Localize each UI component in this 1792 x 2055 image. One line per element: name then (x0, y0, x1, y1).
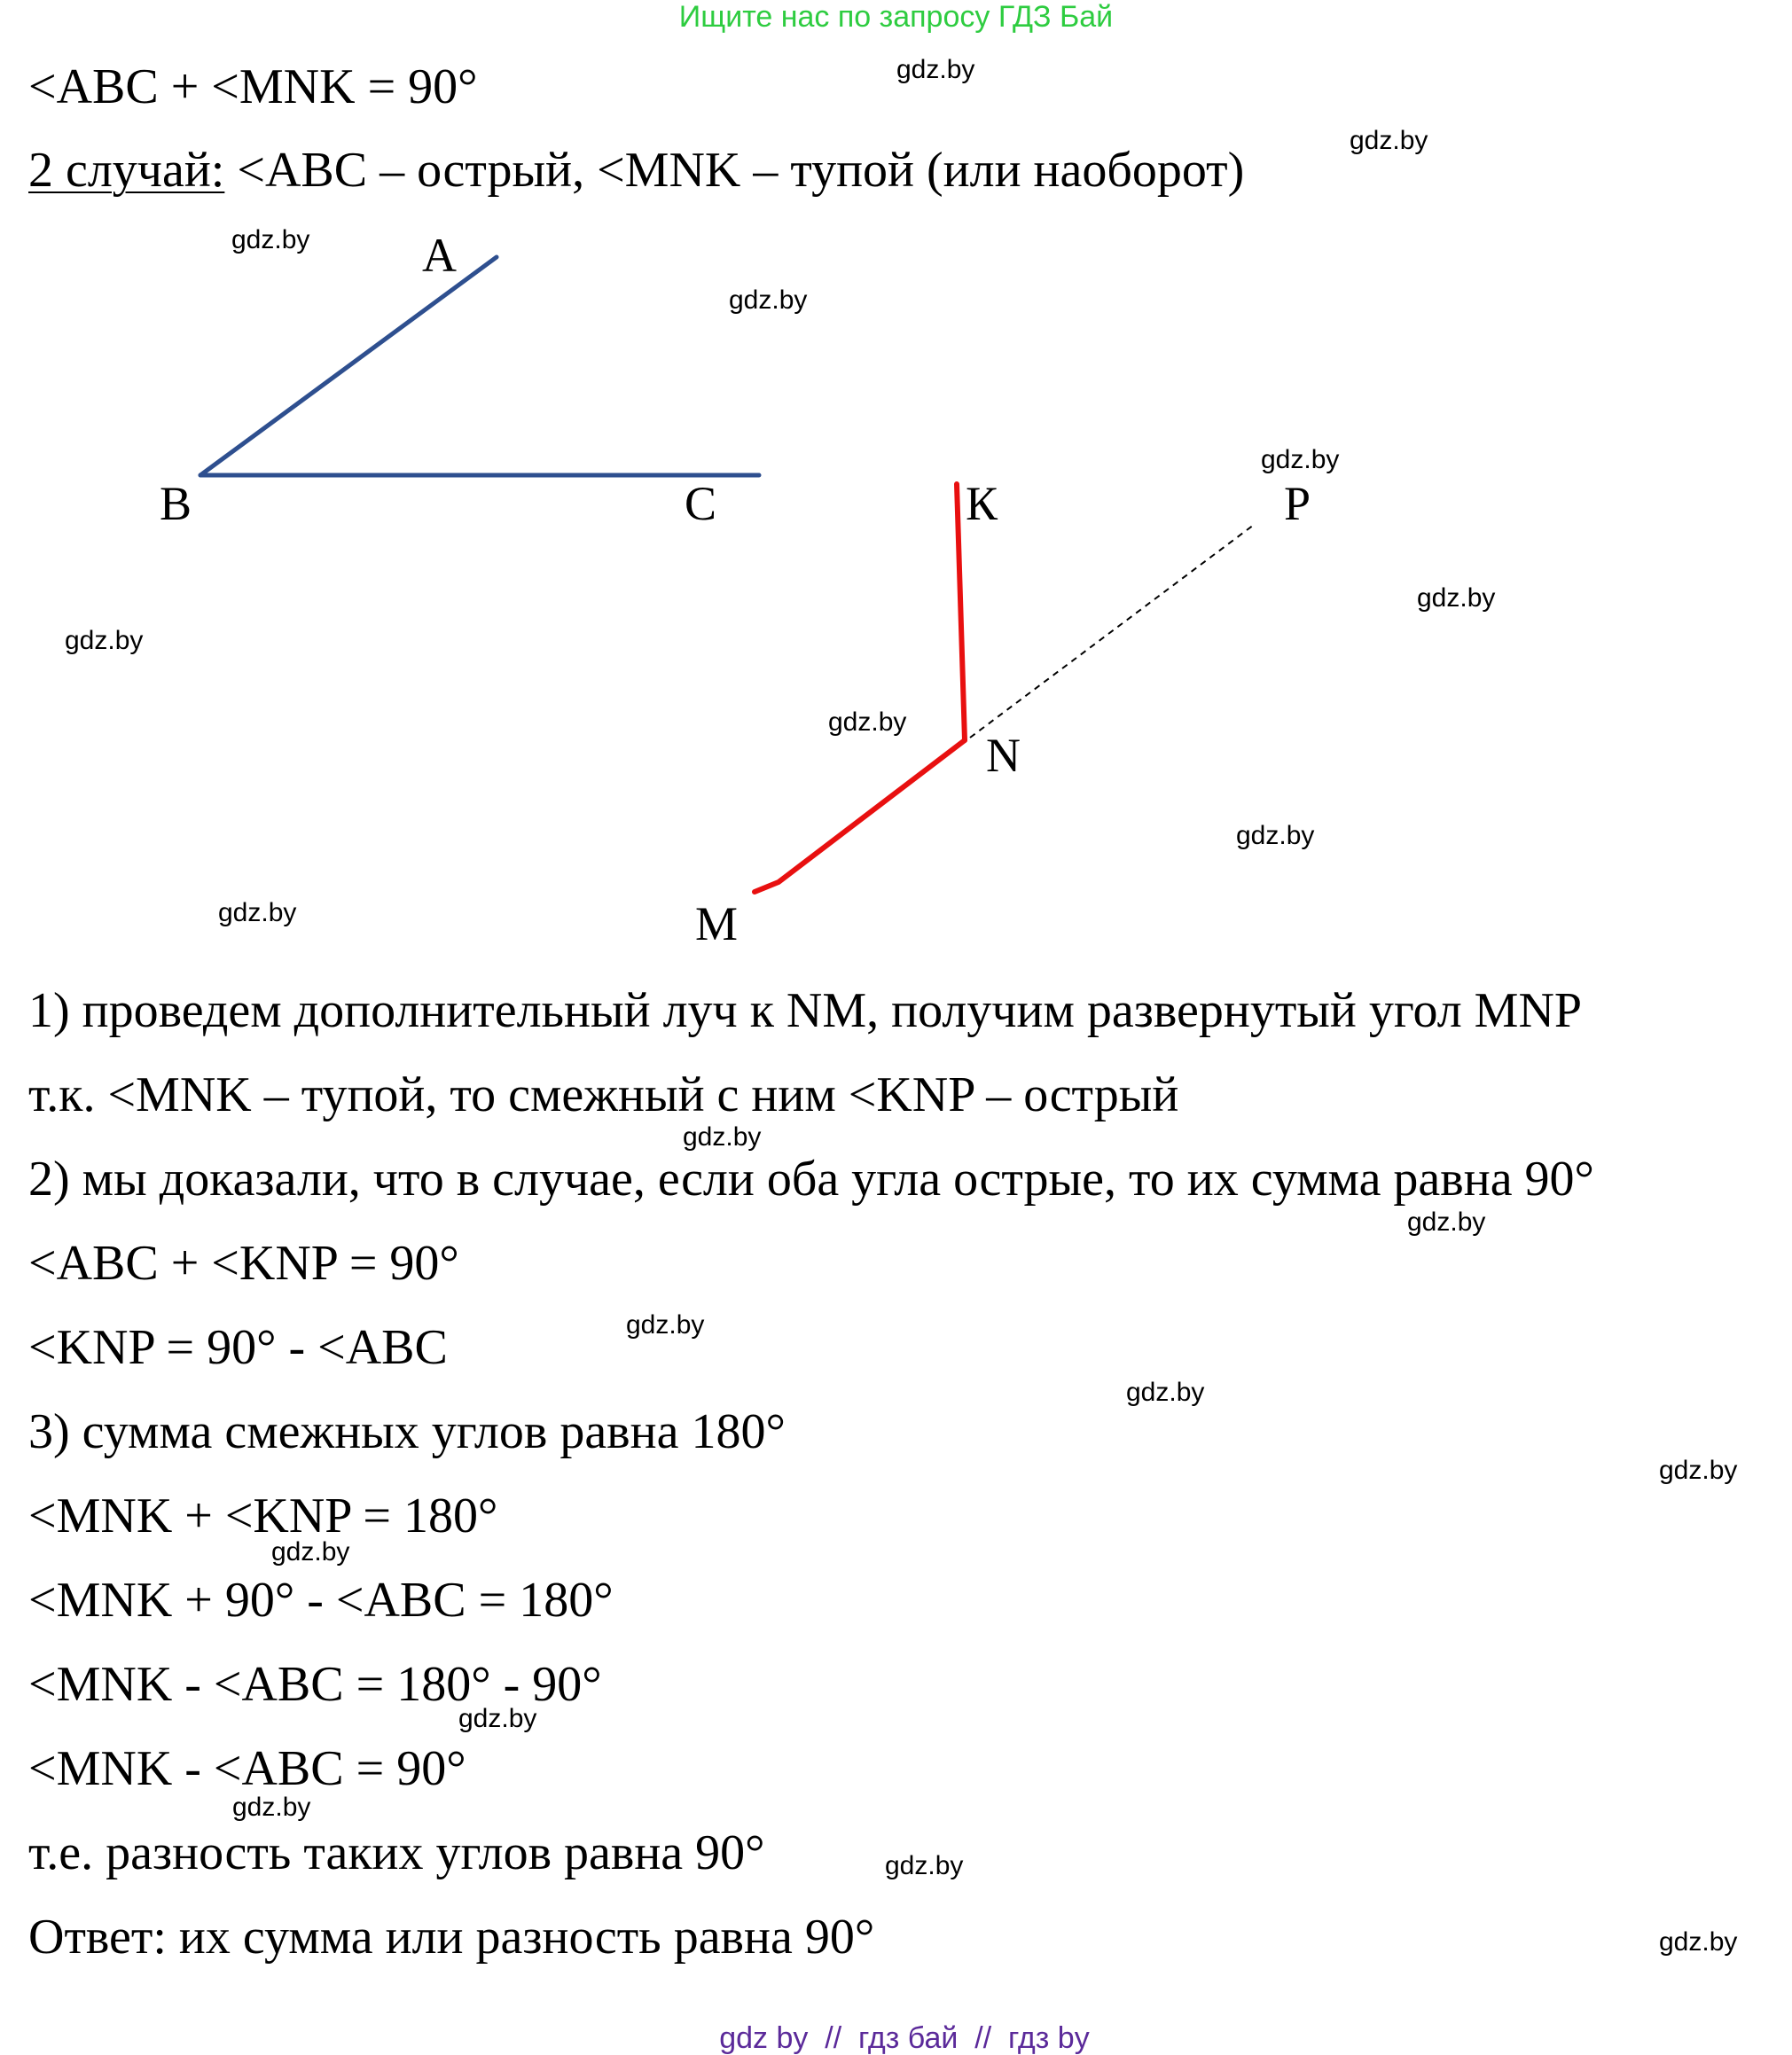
watermark: gdz.by (271, 1537, 350, 1567)
footer-text: gdz by // гдз бай // гдз by (719, 2021, 1090, 2055)
watermark: gdz.by (683, 1122, 762, 1152)
case-description: <ABC – острый, <MNK – тупой (или наоборот) (224, 143, 1245, 198)
line-step-2: 2) мы доказали, что в случае, если оба угла острые, то их сумма равна 90° (28, 1152, 1594, 1207)
watermark: gdz.by (1236, 821, 1315, 850)
watermark: gdz.by (896, 55, 975, 84)
line-eq-knp: <KNP = 90° - <ABC (28, 1320, 448, 1375)
line-eq-difference: <MNK - <ABC = 180° - 90° (28, 1657, 602, 1712)
line-step-3: 3) сумма смежных углов равна 180° (28, 1404, 786, 1459)
watermark: gdz.by (1261, 445, 1340, 474)
ray-nk (957, 484, 965, 740)
watermark: gdz.by (65, 626, 144, 655)
watermark: gdz.by (1126, 1378, 1205, 1407)
line-eq-substitution: <MNK + 90° - <ABC = 180° (28, 1573, 614, 1628)
line-step-1: 1) проведем дополнительный луч к NM, получим развернутый угол MNP (28, 983, 1583, 1038)
watermark: gdz.by (458, 1704, 537, 1733)
point-label-n: N (986, 729, 1021, 782)
watermark: gdz.by (1407, 1207, 1486, 1237)
geometry-figure (0, 0, 1792, 975)
watermark: gdz.by (1659, 1456, 1738, 1485)
ray-ba (200, 257, 497, 475)
point-label-b: B (160, 477, 192, 530)
line-answer: Ответ: их сумма или разность равна 90° (28, 1910, 875, 1965)
watermark: gdz.by (1350, 126, 1428, 155)
case-label: 2 случай: (28, 143, 225, 198)
point-label-a: A (422, 229, 457, 282)
watermark: gdz.by (729, 285, 808, 315)
line-conclusion: т.е. разность таких углов равна 90° (28, 1825, 765, 1880)
line-eq-abc-knp: <ABC + <KNP = 90° (28, 1236, 459, 1291)
footer-links (0, 1988, 1792, 2055)
line-sum: <ABC + <MNK = 90° (28, 59, 478, 114)
line-obtuse-note: т.к. <MNK – тупой, то смежный с ним <KNP – острый (28, 1067, 1179, 1122)
watermark: gdz.by (1417, 583, 1496, 613)
watermark: gdz.by (232, 1793, 311, 1822)
line-eq-mnk-knp: <MNK + <KNP = 180° (28, 1489, 498, 1543)
line-eq-result: <MNK - <ABC = 90° (28, 1741, 466, 1796)
point-label-k: К (966, 477, 998, 530)
watermark: gdz.by (231, 225, 310, 254)
watermark: gdz.by (828, 707, 907, 737)
banner-text: Ищите нас по запросу ГДЗ Бай (678, 0, 1114, 34)
watermark: gdz.by (1659, 1927, 1738, 1957)
watermark: gdz.by (218, 898, 297, 927)
point-label-m: M (695, 897, 739, 950)
watermark: gdz.by (885, 1851, 964, 1880)
point-label-c: C (685, 477, 717, 530)
ray-np-dashed (970, 525, 1254, 738)
watermark: gdz.by (626, 1310, 705, 1340)
ray-nm (755, 740, 965, 892)
point-label-p: P (1284, 477, 1311, 530)
